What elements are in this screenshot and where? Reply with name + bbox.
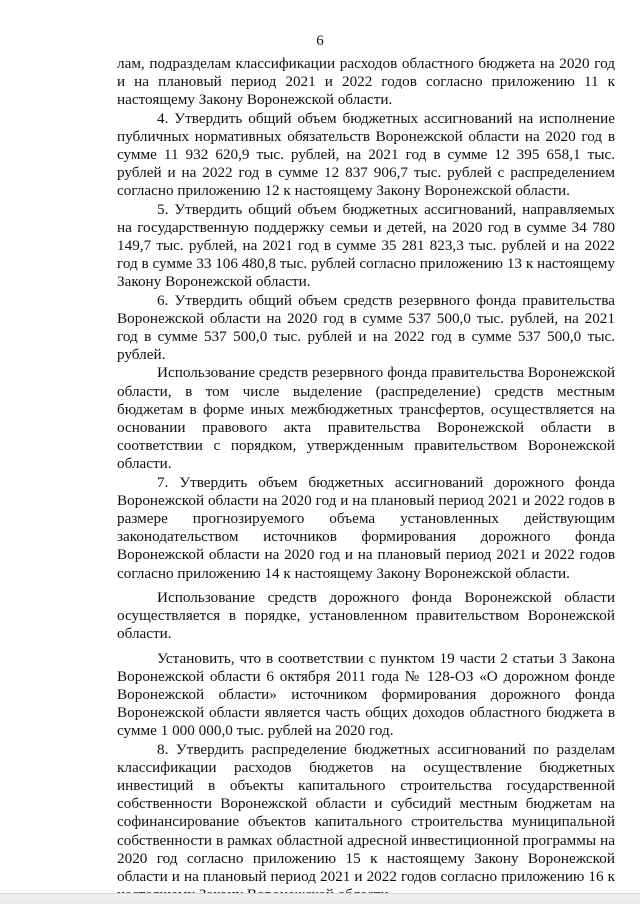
- document-body: [117, 55, 615, 904]
- paragraph-item-6: 6. Утвердить общий объем средств резервного фонда правительства Воронежской области на 2020 год в сумме 537 500,0 тыс. рублей, на 2021 год в сумме 537 500,0 тыс. рублей и на 2022 год в сумме 537 500,0 тыс. рублей.: [117, 291, 615, 364]
- paragraph-item-7: 7. Утвердить объем бюджетных ассигнований дорожного фонда Воронежской области на 2020 год и на плановый период 2021 и 2022 годов в размере прогнозируемого объема установленных действующим законодательством источников формирования дорожного фонда Воронежской области на 2020 год и на плановый период 2021 и 2022 годов согласно приложению 14 к настоящему Закону Воронежской области.: [117, 473, 615, 582]
- paragraph-item-4: 4. Утвердить общий объем бюджетных ассигнований на исполнение публичных нормативных обязательств Воронежской области на 2020 год в сумме 11 932 620,9 тыс. рублей, на 2021 год в сумме 12 395 658,1 тыс. рублей и на 2022 год в сумме 12 837 906,7 тыс. рублей с распределением согласно приложению 12 к настоящему Закону Воронежской области.: [117, 109, 615, 200]
- scan-bottom-edge: [0, 893, 640, 904]
- paragraph-item-5: 5. Утвердить общий объем бюджетных ассигнований, направляемых на государственную поддержку семьи и детей, на 2020 год в сумме 34 780 149,7 тыс. рублей, на 2021 год в сумме 35 281 823,3 тыс. рублей и на 2022 год в сумме 33 106 480,8 тыс. рублей согласно приложению 13 к настоящему Закону Воронежской области.: [117, 200, 615, 291]
- paragraph-road-fund-source: Установить, что в соответствии с пунктом 19 части 2 статьи 3 Закона Воронежской области 6 октября 2011 года № 128-ОЗ «О дорожном фонде Воронежской области» источником формирования дорожного фонда Воронежской области является часть общих доходов областного бюджета в сумме 1 000 000,0 тыс. рублей на 2020 год.: [117, 649, 615, 740]
- page-number: 6: [316, 33, 324, 49]
- paragraph-item-8: 8. Утвердить распределение бюджетных ассигнований по разделам классификации расходов бюджетов на осуществление бюджетных инвестиций в объекты капитального строительства государственной собственности Воронежской области и субсидий местным бюджетам на софинансирование объектов капитального строительства муниципальной собственности в рамках областной адресной инвестиционной программы на 2020 год согласно приложению 15 к настоящему Закону Воронежской области и на плановый период 2021 и 2022 годов согласно приложению 16 к: [117, 740, 615, 885]
- paragraph-continuation: лам, подразделам классификации расходов областного бюджета на 2020 год и на плановый период 2021 и 2022 годов согласно приложению 11 к настоящему Закону Воронежской области.: [117, 55, 615, 109]
- paragraph-road-fund-usage: Использование средств дорожного фонда Воронежской области осуществляется в порядке, установленном правительством Воронежской области.: [117, 588, 615, 643]
- paragraph-reserve-fund-usage: Использование средств резервного фонда правительства Воронежской области, в том числе выделение (распределение) средств местным бюджетам в форме иных межбюджетных трансфертов, осуществляется на основании правового акта правительства Воронежской области в соответствии с порядком, утвержденным правительством Воронежской области.: [117, 364, 615, 473]
